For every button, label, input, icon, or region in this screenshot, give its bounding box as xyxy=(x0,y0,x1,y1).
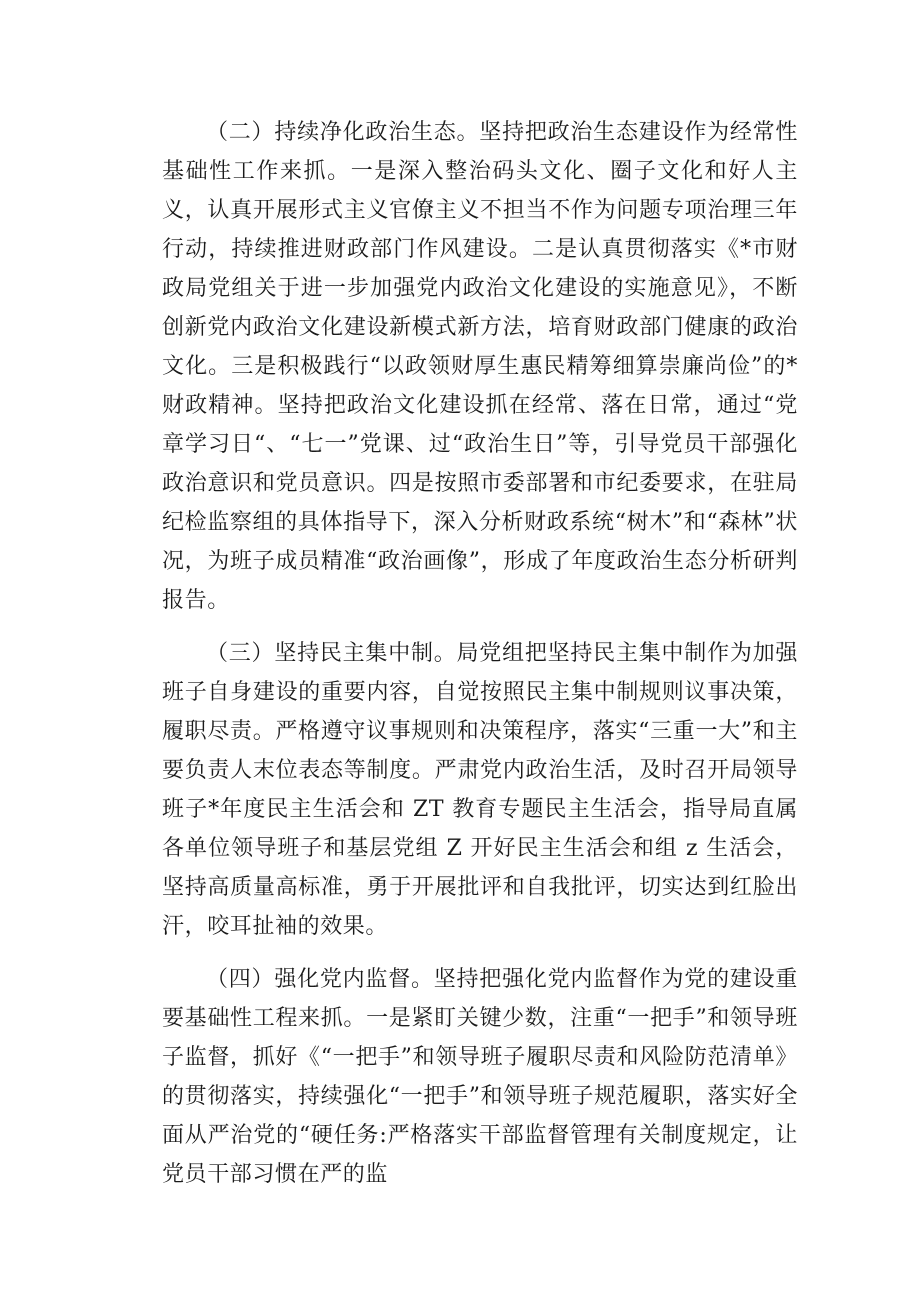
paragraph-party-supervision: （四）强化党内监督。坚持把强化党内监督作为党的建设重要基础性工程来抓。一是紧盯关键少数，注重“一把手”和领导班子监督，抓好《“一把手”和领导班子履职尽责和风险防范清单》的贯彻落实，持续强化“一把手”和领导班子规范履职，落实好全面从严治党的“硬任务:严格落实干部监督管理有关制度规定，让党员干部习惯在严的监 xyxy=(162,967,798,1187)
document-body xyxy=(162,113,798,1208)
paragraph-democratic-centralism: （三）坚持民主集中制。局党组把坚持民主集中制作为加强班子自身建设的重要内容，自觉按照民主集中制规则议事决策，履职尽责。严格遵守议事规则和决策程序，落实“三重一大”和主要负责人末位表态等制度。严肃党内政治生活，及时召开局领导班子*年度民主生活会和 ZT 教育专题民主生活会，指导局直属各单位领导班子和基层党组 Z 开好民主生活会和组 z 生活会，坚持高质量高标准，勇于开展批评和自我批评，切实达到红脸出汗，咬耳扯袖的效果。 xyxy=(162,641,798,939)
paragraph-political-ecology: （二）持续净化政治生态。坚持把政治生态建设作为经常性基础性工作来抓。一是深入整治码头文化、圈子文化和好人主义，认真开展形式主义官僚主义不担当不作为问题专项治理三年行动，持续推进财政部门作风建设。二是认真贯彻落实《*市财政局党组关于进一步加强党内政治文化建设的实施意见》，不断创新党内政治文化建设新模式新方法，培育财政部门健康的政治文化。三是积极践行“以政领财厚生惠民精筹细算崇廉尚俭”的*财政精神。坚持把政治文化建设抓在经常、落在日常，通过“党章学习日“、“七一”党课、过“政治生日”等，引导党员干部强化政治意识和党员意识。四是按照市委部署和市纪委要求，在驻局纪检监察组的具体指导下，深入分析财政系统“树木”和“森林”状况，为班子成员精准“政治画像”，形成了年度政治生态分析研判报告。 xyxy=(162,120,798,613)
